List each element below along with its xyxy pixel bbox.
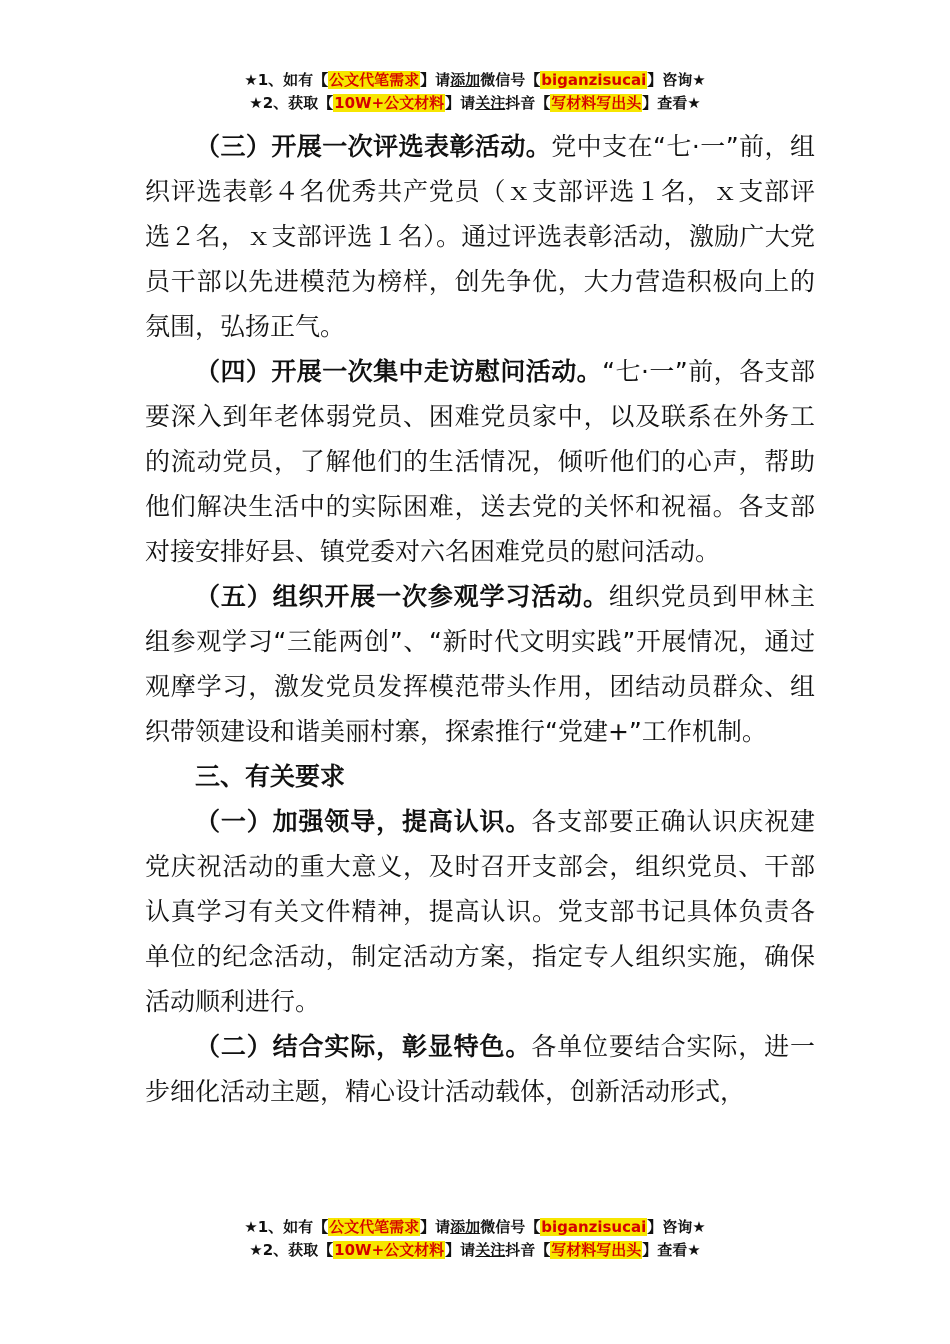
section-heading-requirements: 三、有关要求 xyxy=(195,762,346,791)
banner-text: 2、获取【 xyxy=(262,1241,334,1259)
highlight-service: 公文代笔需求 xyxy=(329,1218,420,1236)
paragraph-visit-condolence xyxy=(145,349,815,574)
banner-text: 微信号【 xyxy=(480,1218,541,1236)
banner-text: 抖音【 xyxy=(505,94,551,112)
banner-text: 抖音【 xyxy=(505,1241,551,1259)
banner-text: 2、获取【 xyxy=(262,94,334,112)
banner-underlined-text: 关注 xyxy=(475,94,506,112)
banner-text: 】请 xyxy=(420,1218,451,1236)
star-icon: ★ xyxy=(244,1218,258,1236)
banner-text: 】咨询 xyxy=(647,71,693,89)
paragraph-text: 组织党员到甲林主组参观学习“三能两创”、“新时代文明实践”开展情况，通过观摩学习，激发党员发挥模范带头作用，团结动员群众、组织带领建设和谐美丽村寨，探索推行“党建+”工作机制。 xyxy=(145,582,815,746)
star-icon: ★ xyxy=(244,71,258,89)
banner-underlined-text: 关注 xyxy=(475,1241,506,1259)
banner-text: 微信号【 xyxy=(480,71,541,89)
banner-underlined-text: 添加 xyxy=(450,71,481,89)
paragraph-lead: （二）结合实际，彰显特色。 xyxy=(195,1032,532,1061)
paragraph-text: 各支部要正确认识庆祝建党庆祝活动的重大意义，及时召开支部会，组织党员、干部认真学习有关文件精神，提高认识。党支部书记具体负责各单位的纪念活动，制定活动方案，指定专人组织实施，确保活动顺利进行。 xyxy=(145,807,815,1016)
banner-line-1 xyxy=(0,1216,950,1239)
paragraph-leadership xyxy=(145,799,815,1024)
highlight-materials: 10W+公文材料 xyxy=(334,94,445,112)
paragraph-study-visit xyxy=(145,574,815,754)
banner-text: 1、如有【 xyxy=(257,71,329,89)
header-banner xyxy=(0,69,950,115)
star-icon: ★ xyxy=(249,1241,263,1259)
paragraph-lead: （一）加强领导，提高认识。 xyxy=(195,807,532,836)
paragraph-characteristics xyxy=(145,1024,815,1114)
banner-underlined-text: 添加 xyxy=(450,1218,481,1236)
footer-banner xyxy=(0,1216,950,1262)
highlight-wechat-id: biganzisucai xyxy=(541,71,647,89)
banner-line-2 xyxy=(0,1239,950,1262)
banner-text: 】咨询 xyxy=(647,1218,693,1236)
paragraph-text: 党中支在“七·一”前，组织评选表彰４名优秀共产党员（ｘ支部评选１名，ｘ支部评选２名，ｘ支部评选１名）。通过评选表彰活动，激励广大党员干部以先进模范为榜样，创先争优，大力营造积极向上的氛围，弘扬正气。 xyxy=(145,132,815,341)
paragraph-lead: （五）组织开展一次参观学习活动。 xyxy=(195,582,609,611)
paragraph-lead: （三）开展一次评选表彰活动。 xyxy=(195,132,552,161)
banner-line-1 xyxy=(0,69,950,92)
banner-text: 】查看 xyxy=(642,94,688,112)
banner-text: 】查看 xyxy=(642,1241,688,1259)
star-icon: ★ xyxy=(692,71,706,89)
highlight-douyin-account: 写材料写出头 xyxy=(551,94,642,112)
document-body xyxy=(145,124,815,1114)
paragraph-selection-award xyxy=(145,124,815,349)
banner-text: 1、如有【 xyxy=(257,1218,329,1236)
highlight-service: 公文代笔需求 xyxy=(329,71,420,89)
banner-text: 】请 xyxy=(445,1241,476,1259)
star-icon: ★ xyxy=(687,94,701,112)
star-icon: ★ xyxy=(692,1218,706,1236)
paragraph-text: “七·一”前，各支部要深入到年老体弱党员、困难党员家中，以及联系在外务工的流动党员，了解他们的生活情况，倾听他们的心声，帮助他们解决生活中的实际困难，送去党的关怀和祝福。各支部对接安排好县、镇党委对六名困难党员的慰问活动。 xyxy=(145,357,815,566)
highlight-materials: 10W+公文材料 xyxy=(334,1241,445,1259)
highlight-douyin-account: 写材料写出头 xyxy=(551,1241,642,1259)
highlight-wechat-id: biganzisucai xyxy=(541,1218,647,1236)
banner-text: 】请 xyxy=(445,94,476,112)
banner-text: 】请 xyxy=(420,71,451,89)
paragraph-text: 各单位要结合实际，进一步细化活动主题，精心设计活动载体，创新活动形式， xyxy=(145,1032,815,1106)
star-icon: ★ xyxy=(249,94,263,112)
paragraph-lead: （四）开展一次集中走访慰问活动。 xyxy=(195,357,603,386)
banner-line-2 xyxy=(0,92,950,115)
star-icon: ★ xyxy=(687,1241,701,1259)
